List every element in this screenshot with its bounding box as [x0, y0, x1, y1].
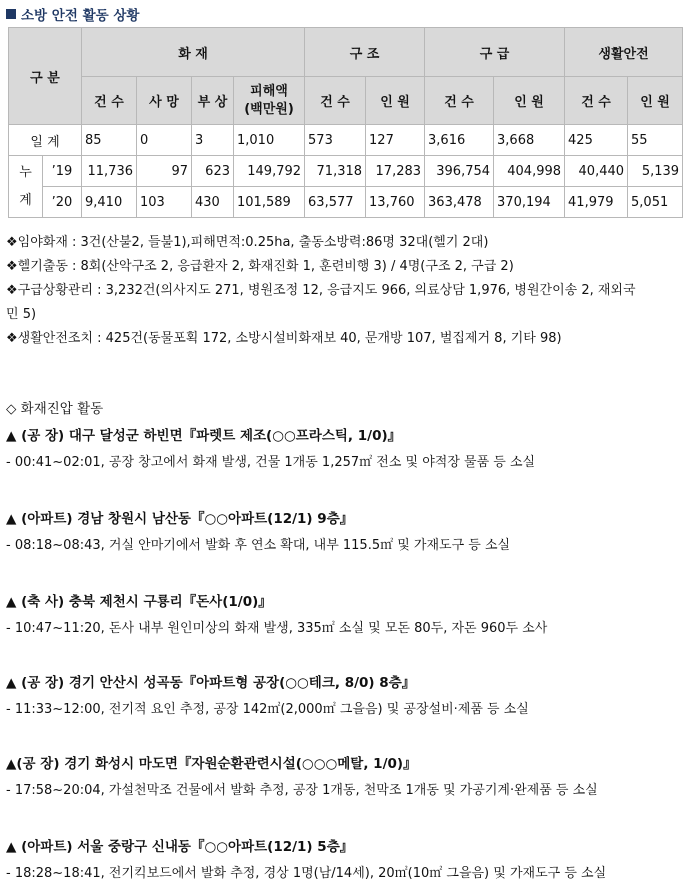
table-cell: 11,736 [82, 156, 137, 187]
incident-title: ▲(공 장) 경기 화성시 마도면『자원순환관련시설(○○○메탈, 1/0)』 [6, 756, 417, 772]
rescue-persons-header: 인 원 [366, 77, 425, 125]
rescue-count-header: 건 수 [305, 77, 366, 125]
note-wildfire: ❖임야화재 : 3건(산불2, 들불1),피해면적:0.25ha, 출동소방력:86명 32대(헬기 2대) [6, 235, 489, 250]
fire-count-header: 건 수 [82, 77, 137, 125]
table-cell: 0 [137, 125, 192, 156]
incident-desc: - 11:33~12:00, 전기적 요인 추정, 공장 142㎡(2,000㎡ 그을음) 및 공장설비·제품 등 소실 [6, 702, 529, 717]
table-cell: 97 [137, 156, 192, 187]
table-cell: 3,616 [425, 125, 494, 156]
fire-deaths-header: 사 망 [137, 77, 192, 125]
table-cell: 363,478 [425, 187, 494, 218]
safety-header: 생활안전 [565, 28, 683, 77]
fire-damage-header [234, 77, 305, 125]
table-cell: 3,668 [494, 125, 565, 156]
table-cell: 425 [565, 125, 628, 156]
note-ems-management-cont: 민 5) [6, 307, 37, 322]
page-title-text: 소방 안전 활동 상황 [21, 8, 140, 24]
stats-table [8, 27, 683, 218]
incident-title: ▲ (아파트) 경남 창원시 남산동『○○아파트(12/1) 9층』 [6, 511, 354, 527]
daily-label: 일 계 [9, 125, 82, 156]
table-row [9, 156, 683, 187]
table-cell: 101,589 [234, 187, 305, 218]
cumulative-label [9, 156, 43, 218]
table-cell: 430 [192, 187, 234, 218]
incident-desc: - 00:41~02:01, 공장 창고에서 화재 발생, 건물 1개동 1,257㎡ 전소 및 야적장 물품 등 소실 [6, 455, 536, 470]
incident-desc: - 17:58~20:04, 가설천막조 건물에서 발화 추정, 공장 1개동, 천막조 1개동 및 가공기계·완제품 등 소실 [6, 783, 598, 798]
title-square-icon [6, 9, 16, 19]
table-row [9, 187, 683, 218]
table-cell: 85 [82, 125, 137, 156]
cumulative-label-2: 계 [19, 192, 32, 208]
incident-title: ▲ (아파트) 서울 중랑구 신내동『○○아파트(12/1) 5층』 [6, 839, 354, 855]
table-cell: 1,010 [234, 125, 305, 156]
ems-count-header: 건 수 [425, 77, 494, 125]
cumulative-label-1: 누 [19, 164, 32, 180]
safety-count-header: 건 수 [565, 77, 628, 125]
table-cell: 5,051 [628, 187, 683, 218]
notes-block [6, 231, 690, 351]
fire-damage-header-line2: (백만원) [244, 101, 294, 117]
incident-title: ▲ (축 사) 충북 제천시 구룡리『돈사(1/0)』 [6, 594, 272, 610]
incident-desc: - 08:18~08:43, 거실 안마기에서 발화 후 연소 확대, 내부 115.5㎡ 및 가재도구 등 소실 [6, 538, 511, 553]
fire-header: 화 재 [82, 28, 305, 77]
incident-title: ▲ (공 장) 대구 달성군 하빈면『파렛트 제조(○○프라스틱, 1/0)』 [6, 428, 402, 444]
table-cell: 13,760 [366, 187, 425, 218]
table-cell: 127 [366, 125, 425, 156]
note-safety: ❖생활안전조치 : 425건(동물포획 172, 소방시설비화재보 40, 문개방 107, 벌집제거 8, 기타 98) [6, 331, 562, 346]
table-cell: 71,318 [305, 156, 366, 187]
page-title [6, 4, 139, 24]
safety-persons-header: 인 원 [628, 77, 683, 125]
table-cell: 41,979 [565, 187, 628, 218]
table-cell: 404,998 [494, 156, 565, 187]
table-cell: 573 [305, 125, 366, 156]
table-cell: 40,440 [565, 156, 628, 187]
note-helicopter: ❖헬기출동 : 8회(산악구조 2, 응급환자 2, 화재진화 1, 훈련비행 3) / 4명(구조 2, 구급 2) [6, 259, 514, 274]
fire-injuries-header: 부 상 [192, 77, 234, 125]
table-cell: 17,283 [366, 156, 425, 187]
section-heading: ◇ 화재진압 활동 [6, 401, 104, 417]
table-cell: 370,194 [494, 187, 565, 218]
ems-persons-header: 인 원 [494, 77, 565, 125]
year-label: ’20 [43, 187, 82, 218]
ems-header: 구 급 [425, 28, 565, 77]
table-cell: 623 [192, 156, 234, 187]
table-cell: 396,754 [425, 156, 494, 187]
incident-desc: - 10:47~11:20, 돈사 내부 원인미상의 화재 발생, 335㎡ 소실 및 모돈 80두, 자돈 960두 소사 [6, 621, 548, 636]
incident-title: ▲ (공 장) 경기 안산시 성곡동『아파트형 공장(○○테크, 8/0) 8층』 [6, 675, 416, 691]
note-ems-management: ❖구급상황관리 : 3,232건(의사지도 271, 병원조정 12, 응급지도 966, 의료상담 1,976, 병원간이송 2, 재외국 [6, 283, 636, 298]
rescue-header: 구 조 [305, 28, 425, 77]
year-label: ’19 [43, 156, 82, 187]
fire-damage-header-line1: 피해액 [250, 83, 288, 99]
table-cell: 3 [192, 125, 234, 156]
table-row [9, 125, 683, 156]
table-cell: 63,577 [305, 187, 366, 218]
table-cell: 5,139 [628, 156, 683, 187]
table-cell: 9,410 [82, 187, 137, 218]
incident-desc: - 18:28~18:41, 전기킥보드에서 발화 추정, 경상 1명(남/14세), 20㎡(10㎡ 그을음) 및 가재도구 등 소실 [6, 866, 607, 881]
gubun-header: 구 분 [9, 28, 82, 125]
table-cell: 149,792 [234, 156, 305, 187]
table-cell: 103 [137, 187, 192, 218]
table-cell: 55 [628, 125, 683, 156]
